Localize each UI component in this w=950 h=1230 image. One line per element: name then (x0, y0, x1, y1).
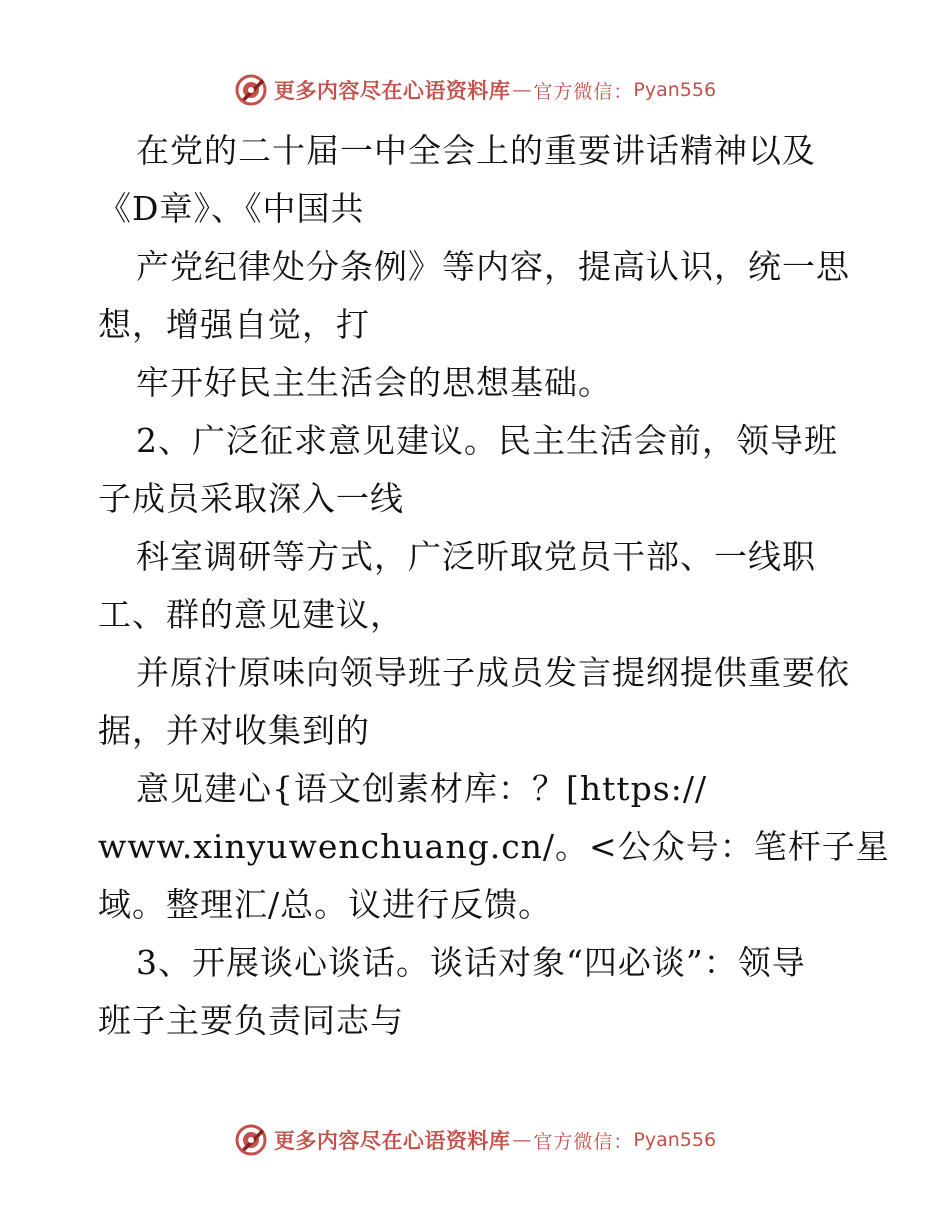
body-line: 据，并对收集到的 (98, 711, 370, 750)
body-line: 3、开展谈心谈话。谈话对象“四必谈”：领导 (136, 943, 806, 982)
body-line: 《D章》、《中国共 (98, 189, 365, 228)
body-line: 2、广泛征求意见建议。民主生活会前，领导班 (136, 421, 838, 460)
banner-main-text: 更多内容尽在心语资料库 (273, 78, 511, 103)
header-banner (0, 70, 950, 110)
banner-dash: — (512, 79, 532, 101)
body-line: www.xinyuwenchuang.cn/。<公众号：笔杆子星 (98, 827, 890, 866)
banner-account: Pyan556 (633, 1129, 717, 1151)
body-line: 工、群的意见建议， (98, 595, 404, 634)
body-line: 域。整理汇/总。议进行反馈。 (98, 885, 553, 924)
body-line: 子成员采取深入一线 (98, 479, 404, 518)
body-line: 科室调研等方式，广泛听取党员干部、一线职 (136, 537, 816, 576)
body-line: 牢开好民主生活会的思想基础。 (136, 363, 612, 402)
body-line: 在党的二十届一中全会上的重要讲话精神以及 (136, 131, 816, 170)
footer-banner (0, 1120, 950, 1160)
body-line: 意见建心{语文创素材库：？[https:// (136, 769, 708, 808)
banner-dash: — (512, 1129, 532, 1151)
banner-sub-text: 官方微信： (533, 1130, 634, 1153)
body-line: 想，增强自觉，打 (98, 305, 370, 344)
body-line: 产党纪律处分条例》等内容，提高认识，统一思 (136, 247, 850, 286)
body-line: 并原汁原味向领导班子成员发言提纲提供重要依 (136, 653, 850, 692)
body-line: 班子主要负责同志与 (98, 1001, 404, 1040)
banner-account: Pyan556 (633, 79, 717, 101)
pen-logo-icon (234, 1123, 268, 1157)
document-body (98, 122, 890, 1050)
banner-sub-text: 官方微信： (533, 80, 634, 103)
pen-logo-icon (234, 73, 268, 107)
banner-main-text: 更多内容尽在心语资料库 (273, 1128, 511, 1153)
